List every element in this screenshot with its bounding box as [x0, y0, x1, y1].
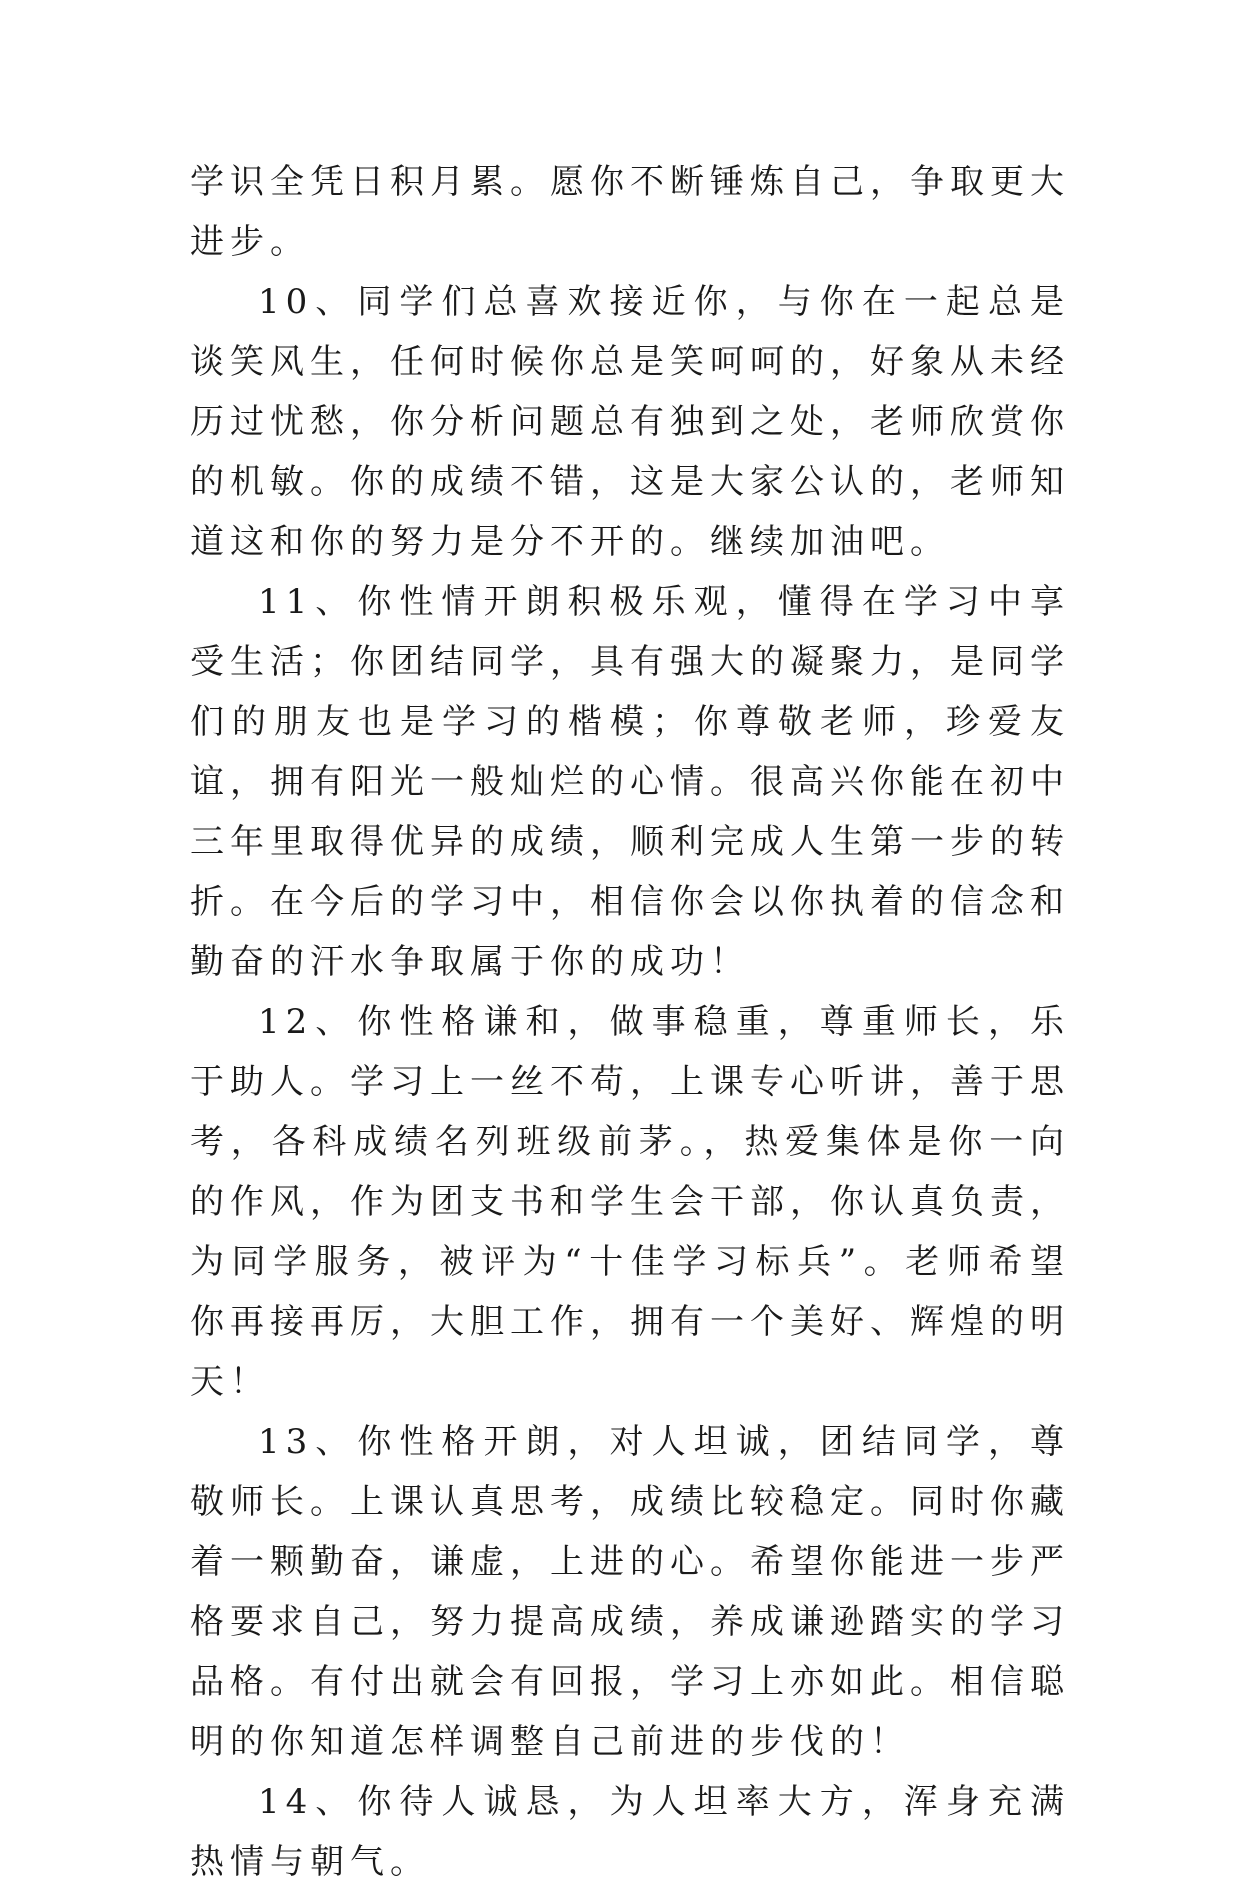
paragraph-comment-10: 10、同学们总喜欢接近你，与你在一起总是谈笑风生，任何时候你总是笑呵呵的，好象从未经历过忧愁，你分析问题总有独到之处，老师欣赏你的机敏。你的成绩不错，这是大家公认的，老师知道这和你的努力是分不开的。继续加油吧。 [190, 282, 1070, 562]
paragraph-comment-14: 14、你待人诚恳，为人坦率大方，浑身充满热情与朝气。 [190, 1782, 1070, 1882]
paragraph-continuation: 学识全凭日积月累。愿你不断锤炼自己，争取更大进步。 [190, 162, 1070, 262]
paragraph-comment-13: 13、你性格开朗，对人坦诚，团结同学，尊敬师长。上课认真思考，成绩比较稳定。同时你藏着一颗勤奋，谦虚，上进的心。希望你能进一步严格要求自己，努力提高成绩，养成谦逊踏实的学习品格。有付出就会有回报，学习上亦如此。相信聪明的你知道怎样调整自己前进的步伐的！ [190, 1422, 1070, 1762]
paragraph-comment-12: 12、你性格谦和，做事稳重，尊重师长，乐于助人。学习上一丝不苟，上课专心听讲，善于思考，各科成绩名列班级前茅。，热爱集体是你一向的作风，作为团支书和学生会干部，你认真负责，为同学服务，被评为“十佳学习标兵”。老师希望你再接再厉，大胆工作，拥有一个美好、辉煌的明天！ [190, 1002, 1070, 1402]
paragraph-comment-11: 11、你性情开朗积极乐观，懂得在学习中享受生活；你团结同学，具有强大的凝聚力，是同学们的朋友也是学习的楷模；你尊敬老师，珍爱友谊，拥有阳光一般灿烂的心情。很高兴你能在初中三年里取得优异的成绩，顺利完成人生第一步的转折。在今后的学习中，相信你会以你执着的信念和勤奋的汗水争取属于你的成功！ [190, 582, 1070, 982]
document-body [190, 152, 1070, 1892]
